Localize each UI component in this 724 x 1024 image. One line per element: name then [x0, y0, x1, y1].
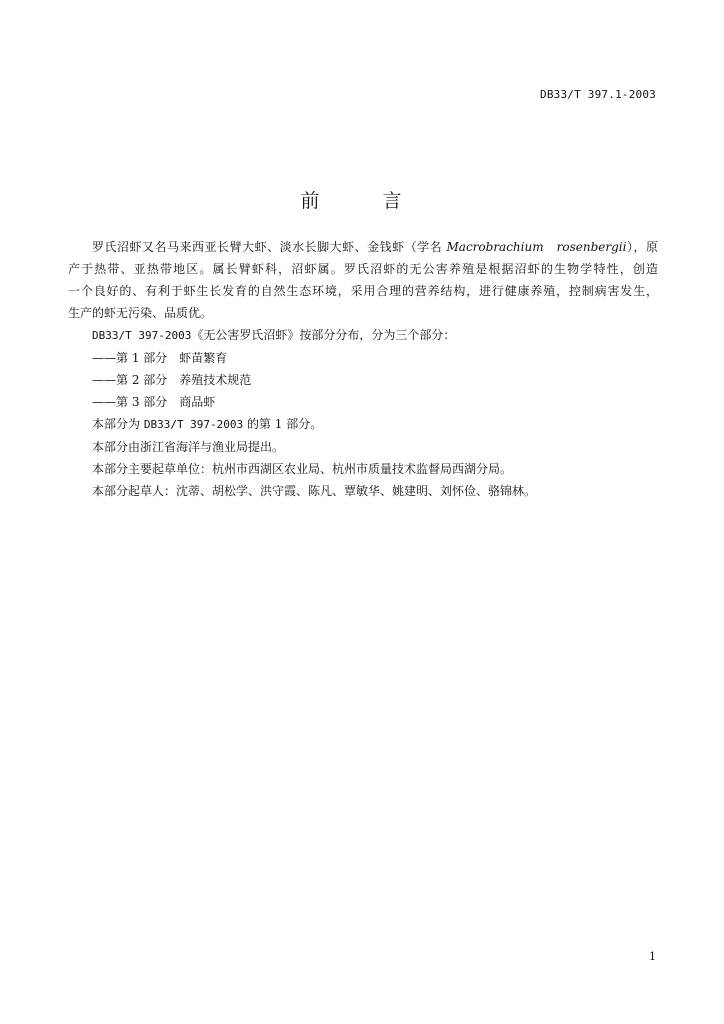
paragraph-intro-line-1 [68, 236, 658, 258]
drafters: 本部分起草人：沈蒂、胡松学、洪守霞、陈凡、覃敏华、姚建明、刘怀俭、骆锦林。 [92, 484, 537, 498]
part-statement [68, 413, 658, 436]
part-statement-prefix: 本部分为 [92, 417, 144, 431]
page-title: 前 言 [300, 190, 424, 212]
foreword-body [68, 236, 658, 502]
part-statement-code: DB33/T 397-2003 [143, 418, 244, 431]
paragraph-intro-line-3: 一个良好的、有利于虾生长发育的自然生态环境，采用合理的营养结构，进行健康养殖，控制病害发生， [68, 284, 658, 298]
standard-structure-line [68, 324, 658, 347]
page-number: 1 [649, 950, 656, 963]
part-statement-suffix: 的第 1 部分。 [243, 417, 323, 431]
standard-structure-text: 《无公害罗氏沼虾》按部分分布，分为三个部分： [191, 328, 456, 342]
part-list-item: ——第 3 部分 商品虾 [92, 395, 216, 409]
standard-code: DB33/T 397-2003 [92, 329, 192, 342]
paragraph-intro-line-4: 生产的虾无污染、品质优。 [68, 306, 213, 320]
paragraph-intro-line-2: 产于热带、亚热带地区。属长臂虾科，沼虾属。罗氏沼虾的无公害养殖是根据沼虾的生物学特性，创造 [68, 262, 658, 276]
latin-species: rosenbergii [556, 240, 627, 254]
intro-text-b: ），原 [626, 240, 658, 254]
standard-code-header: DB33/T 397.1-2003 [540, 88, 656, 101]
latin-genus: Macrobrachium [446, 240, 544, 254]
drafting-units: 本部分主要起草单位：杭州市西湖区农业局、杭州市质量技术监督局西湖分局。 [92, 462, 513, 476]
part-list-item: ——第 2 部分 养殖技术规范 [92, 373, 252, 387]
intro-text-a: 罗氏沼虾又名马来西亚长臂大虾、淡水长脚大虾、金钱虾（学名 [92, 240, 447, 254]
part-list-item: ——第 1 部分 虾苗繁育 [92, 351, 228, 365]
proposed-by: 本部分由浙江省海洋与渔业局提出。 [92, 440, 285, 454]
